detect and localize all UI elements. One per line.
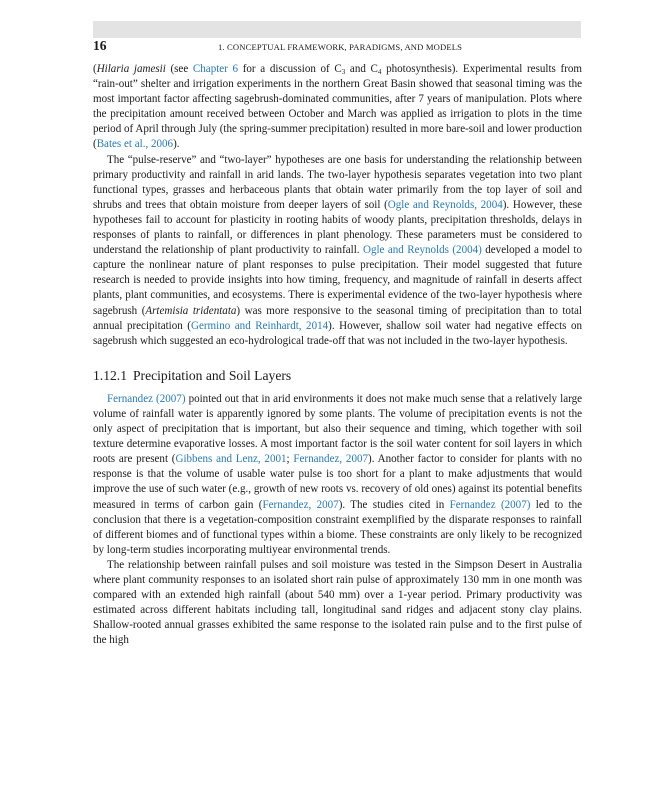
section-title: Precipitation and Soil Layers [132,367,292,383]
subscript: 4 [377,68,382,76]
text-run: ) was more responsive to the seasonal timing of precipitation than to total annual precipitation ( [93,304,582,332]
page-header [93,38,581,58]
paragraph-2 [93,153,582,349]
text-run: developed a model to capture the nonlinear nature of plant responses to pulse precipitation. Their model suggested that future research is needed to provide insights into how timing, frequency, and magnitude of rainfall in deserts affect plants, plant communities, and ecosystems. There is experimental evidence of the two-layer hypothesis where sagebrush ( [93,244,582,317]
citation-link[interactable]: Gibbens and Lenz, 2001 [175,453,287,466]
paragraph-3 [93,392,582,558]
citation-link[interactable]: Fernandez, 2007 [293,453,369,466]
text-run: for a discussion of C [238,63,342,75]
citation-link[interactable]: Bates et al., 2006 [96,138,174,151]
page-body [93,62,582,648]
text-run: The relationship between rainfall pulses and soil moisture was tested in the Simpson Desert in Australia where plant community responses to an isolated short rain pulse of approximately 130 mm in one month was compared with an extended high rainfall (about 540 mm) over a 1-year period. Primary productivity was estimated across different habitats including tall, longitudinal sand ridges and adjacent stony clay plains. Shallow-rooted annual grasses exhibited the same response to the isolated rain pulse and to the first pulse of the high [93,558,582,647]
species-name: Hilaria jamesii [96,63,166,75]
text-run: led to the conclusion that there is a vegetation-composition constraint exemplified by the disparate responses to rainfall of different biomes and of functional types within a biome. These constraints are only likely to be recognized by long-term studies incorporating multiyear environmental trends. [93,498,583,556]
text-run: and C [345,63,378,75]
text-run: ). However, these hypotheses fail to account for plasticity in rooting habits of woody plants, precipitation thresholds, delays in responses of plants to rainfall, or differences in plant phenology. These parameters must be considered to understand the relationship of plant productivity to rainfall. [93,198,582,257]
section-number: 1.12.1 [93,367,127,383]
section-heading [93,368,582,383]
paragraph-4 [93,558,582,649]
text-run: photosynthesis). Experimental results from “rain-out” shelter and irrigation experiments in the northern Great Basin showed that seasonal timing was the most important factor affecting sagebrush-dominated communities, after 7 years of manipulation. Plots where the precipitation amount received between October and March was applied as irrigation to plots in the time period of April through July (the spring-summer precipitation) resulted in more bare-soil and lower production ( [93,63,583,151]
subscript: 3 [341,68,346,76]
citation-link[interactable]: Germino and Reinhardt, 2014 [190,319,329,332]
running-title: 1. CONCEPTUAL FRAMEWORK, PARADIGMS, AND MODELS [218,42,463,52]
page-number: 16 [93,38,107,53]
text-run: ). Another factor to consider for plants with no response is that the volume of usable water pulse is too short for a plant to make adjustments that would improve the use of such water (e.g., growth of new roots vs. recovery of old ones) against its potential benefits measured in terms of carbon gain ( [93,453,582,511]
text-run: ; [286,453,294,466]
text-run: The “pulse-reserve” and “two-layer” hypotheses are one basis for understanding the relationship between primary productivity and rainfall in arid lands. The two-layer hypothesis separates vegetation into two plant functional types, grasses and herbaceous plants that obtain water primarily from the top layer of soil and shrubs and trees that obtain moisture from deeper layers of soil ( [93,153,582,211]
text-run: pointed out that in arid environments it does not make much sense that a relatively large volume of rainfall water is apparently ignored by some plants. The volume of precipitation events is not the only aspect of precipitation that is important, but also their sequence and timing, which together with soil texture determine evaporative losses. A most important factor is the soil water content for soil layers in which roots are present ( [93,392,583,466]
citation-link[interactable]: Ogle and Reynolds (2004) [362,244,482,257]
chapter-link[interactable]: Chapter 6 [192,63,239,75]
citation-link[interactable]: Fernandez (2007) [107,392,186,405]
species-name: Artemisia tridentata [145,304,237,317]
header-bar [93,21,581,38]
citation-link[interactable]: Ogle and Reynolds, 2004 [387,198,503,211]
citation-link[interactable]: Fernandez (2007) [449,498,531,511]
text-run: ). [173,138,180,151]
paragraph-1: (Hilaria jamesii (see Chapter 6 for a discussion of $C_3$ and $C_4$ photosynthesis). Experimental results from “rain-out” shelter and irrigation experiments in the northern Great Basin showed that seasonal timing was the most important factor affecting sagebrush-dominated communities, after 7 years of manipulation. Plots where the precipitation amount received between October and March was applied as irrigation to plots in the time period of April through July (the spring-summer precipitation) resulted in more bare-soil and lower production (Bates et al., 2006). [93,63,583,151]
text-run: ). The studies cited in [338,498,450,511]
citation-link[interactable]: Fernandez, 2007 [262,498,339,511]
text-run: ). However, shallow soil water had negative effects on sagebrush which suggested an eco-hydrological trade-off that was not included in the two-layer hypothesis. [93,319,582,347]
text-run: (see [165,63,193,75]
